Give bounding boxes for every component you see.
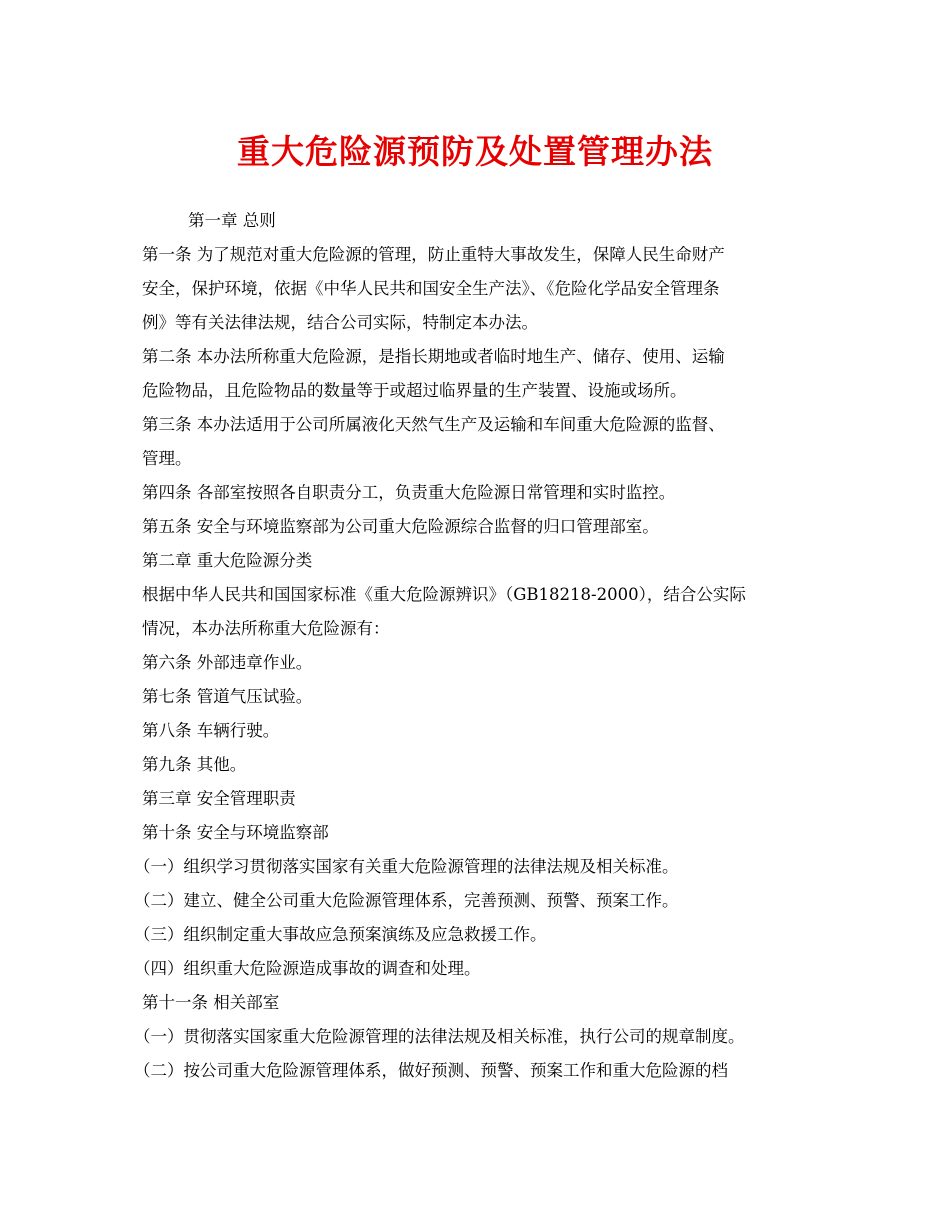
chapter-heading: 第二章 重大危险源分类 [142,551,313,570]
chapter-heading: 第三章 安全管理职责 [142,789,296,808]
paragraph-line: 安全，保护环境，依据《中华人民共和国安全生产法》、《危险化学品安全管理条 [142,279,720,298]
paragraph-line: 管理。 [142,449,192,468]
list-item: （三）组织制定重大事故应急预案演练及应急救援工作。 [134,925,547,944]
paragraph-line: 第五条 安全与环境监察部为公司重大危险源综合监督的归口管理部室。 [142,517,659,536]
list-item: （一）组织学习贯彻落实国家有关重大危险源管理的法律法规及相关标准。 [134,857,679,876]
paragraph-line: 第十一条 相关部室 [142,993,280,1012]
list-item: （一）贯彻落实国家重大危险源管理的法律法规及相关标准，执行公司的规章制度。 [134,1027,745,1046]
paragraph-line: 第九条 其他。 [142,755,247,774]
paragraph-line: 第三条 本办法适用于公司所属液化天然气生产及运输和车间重大危险源的监督、 [142,415,725,434]
list-item: （四）组织重大危险源造成事故的调查和处理。 [134,959,481,978]
list-item: （二）按公司重大危险源管理体系，做好预测、预警、预案工作和重大危险源的档 [134,1061,728,1080]
document-body [134,204,842,1088]
paragraph-line: 危险物品，且危险物品的数量等于或超过临界量的生产装置、设施或场所。 [142,381,687,400]
paragraph-line: 情况，本办法所称重大危险源有： [142,619,390,638]
paragraph-line: 第二条 本办法所称重大危险源，是指长期地或者临时地生产、储存、使用、运输 [142,347,725,366]
paragraph-line: 第十条 安全与环境监察部 [142,823,329,842]
paragraph-line: 第六条 外部违章作业。 [142,653,313,672]
paragraph-line: 根据中华人民共和国国家标准《重大危险源辨识》（GB18218-2000），结合公实际 [142,585,746,604]
paragraph-line: 第四条 各部室按照各自职责分工，负责重大危险源日常管理和实时监控。 [142,483,676,502]
chapter-heading: 第一章 总则 [188,211,276,230]
paragraph-line: 第一条 为了规范对重大危险源的管理，防止重特大事故发生，保障人民生命财产 [142,245,725,264]
paragraph-line: 第八条 车辆行驶。 [142,721,280,740]
list-item: （二）建立、健全公司重大危险源管理体系，完善预测、预警、预案工作。 [134,891,679,910]
document-title: 重大危险源预防及处置管理办法 [237,132,713,171]
paragraph-line: 第七条 管道气压试验。 [142,687,313,706]
paragraph-line: 例》等有关法律法规，结合公司实际，特制定本办法。 [142,313,538,332]
